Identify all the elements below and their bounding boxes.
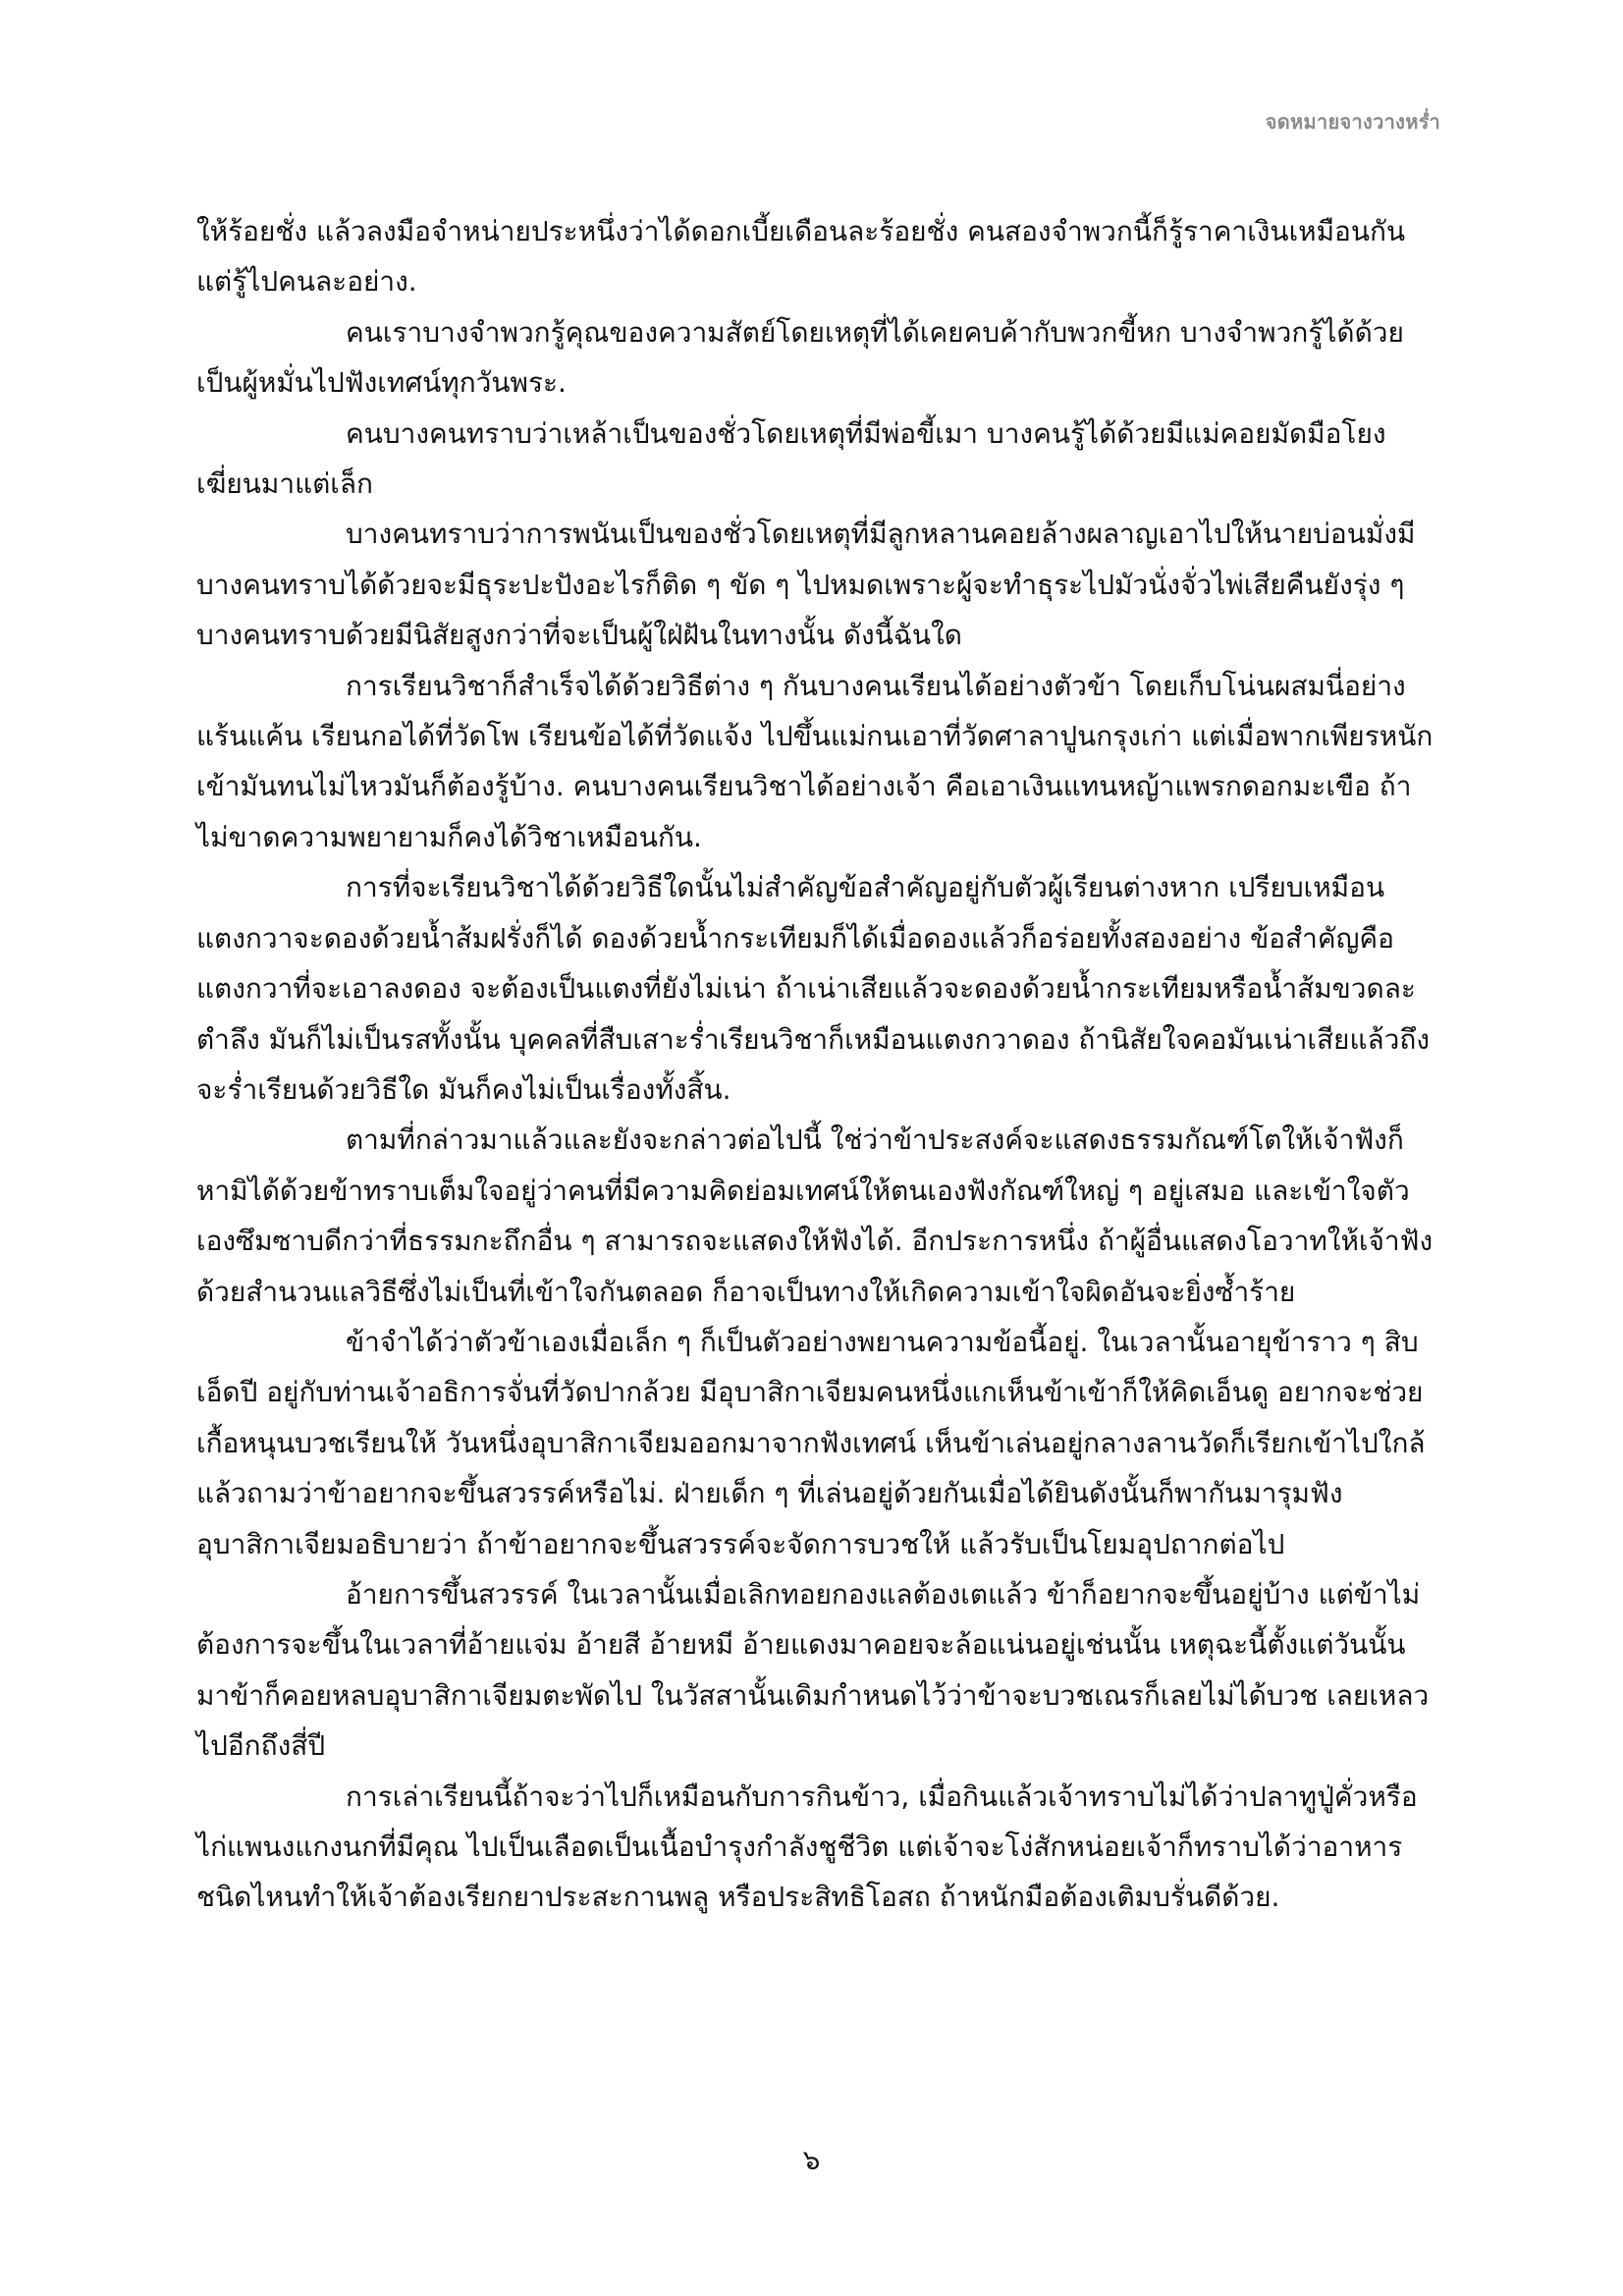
paragraph: ตามที่กล่าวมาแล้วและยังจะกล่าวต่อไปนี้ ใช่ว่าข้าประสงค์จะแสดงธรรมกัณฑ์โตให้เจ้าฟังก็หามิได้ด้วยข้าทราบเต็มใจอยู่ว่าคนที่มีความคิดย่อมเทศน์ให้ตนเองฟังกัณฑ์ใหญ่ ๆ อยู่เสมอ และเข้าใจตัวเองซึมซาบดีกว่าที่ธรรมกะถึกอื่น ๆ สามารถจะแสดงให้ฟังได้. อีกประการหนึ่ง ถ้าผู้อื่นแสดงโอวาทให้เจ้าฟังด้วยสำนวนแลวิธีซึ่งไม่เป็นที่เข้าใจกันตลอด ก็อาจเป็นทางให้เกิดความเข้าใจผิดอันจะยิ่งซ้ำร้าย bbox=[196, 1123, 1434, 1308]
running-header: จดหมายจางวางหร่ำ bbox=[1265, 110, 1440, 134]
paragraph: ให้ร้อยชั่ง แล้วลงมือจำหน่ายประหนึ่งว่าได้ดอกเบี้ยเดือนละร้อยชั่ง คนสองจำพวกนี้ก็รู้ราคาเงินเหมือนกันแต่รู้ไปคนละอย่าง. bbox=[196, 215, 1406, 299]
paragraph: บางคนทราบว่าการพนันเป็นของชั่วโดยเหตุที่มีลูกหลานคอยล้างผลาญเอาไปให้นายบ่อนมั่งมี บางคนทราบได้ด้วยจะมีธุระปะปังอะไรก็ติด ๆ ขัด ๆ ไปหมดเพราะผู้จะทำธุระไปมัวนั่งจั่วไพ่เสียคืนยังรุ่ง ๆ บางคนทราบด้วยมีนิสัยสูงกว่าที่จะเป็นผู้ใฝ่ฝันในทางนั้น ดังนี้ฉันใด bbox=[196, 518, 1416, 652]
paragraph: ข้าจำได้ว่าตัวข้าเองเมื่อเล็ก ๆ ก็เป็นตัวอย่างพยานความข้อนี้อยู่. ในเวลานั้นอายุข้าราว ๆ สิบเอ็ดปี อยู่กับท่านเจ้าอธิการจั่นที่วัดปากล้วย มีอุบาสิกาเจียมคนหนึ่งแกเห็นข้าเข้าก็ให้คิดเอ็นดู อยากจะช่วยเกื้อหนุนบวชเรียนให้ วันหนึ่งอุบาสิกาเจียมออกมาจากฟังเทศน์ เห็นข้าเล่นอยู่กลางลานวัดก็เรียกเข้าไปใกล้แล้วถามว่าข้าอยากจะขึ้นสวรรค์หรือไม่. ฝ่ายเด็ก ๆ ที่เล่นอยู่ด้วยกันเมื่อได้ยินดังนั้นก็พากันมารุมฟังอุบาสิกาเจียมอธิบายว่า ถ้าข้าอยากจะขึ้นสวรรค์จะจัดการบวชให้ แล้วรับเป็นโยมอุปถากต่อไป bbox=[196, 1325, 1426, 1560]
paragraph: คนเราบางจำพวกรู้คุณของความสัตย์โดยเหตุที่ได้เคยคบค้ากับพวกขี้หก บางจำพวกรู้ได้ด้วยเป็นผู้หมั่นไปฟังเทศน์ทุกวันพระ. bbox=[196, 315, 1404, 400]
paragraph: การที่จะเรียนวิชาได้ด้วยวิธีใดนั้นไม่สำคัญข้อสำคัญอยู่กับตัวผู้เรียนต่างหาก เปรียบเหมือนแตงกวาจะดองด้วยน้ำส้มฝรั่งก็ได้ ดองด้วยน้ำกระเทียมก็ได้เมื่อดองแล้วก็อร่อยทั้งสองอย่าง ข้อสำคัญคือแตงกวาที่จะเอาลงดอง จะต้องเป็นแตงที่ยังไม่เน่า ถ้าเน่าเสียแล้วจะดองด้วยน้ำกระเทียมหรือน้ำส้มขวดละตำลึง มันก็ไม่เป็นรสทั้งนั้น บุคคลที่สืบเสาะร่ำเรียนวิชาก็เหมือนแตงกวาดอง ถ้านิสัยใจคอมันเน่าเสียแล้วถึงจะร่ำเรียนด้วยวิธีใด มันก็คงไม่เป็นเรื่องทั้งสิ้น. bbox=[196, 871, 1431, 1106]
paragraph: การเรียนวิชาก็สำเร็จได้ด้วยวิธีต่าง ๆ กันบางคนเรียนได้อย่างตัวข้า โดยเก็บโน่นผสมนี่อย่างแร้นแค้น เรียนกอได้ที่วัดโพ เรียนข้อได้ที่วัดแจ้ง ไปขึ้นแม่กนเอาที่วัดศาลาปูนกรุงเก่า แต่เมื่อพากเพียรหนักเข้ามันทนไม่ไหวมันก็ต้องรู้บ้าง. คนบางคนเรียนวิชาได้อย่างเจ้า คือเอาเงินแทนหญ้าแพรกดอกมะเขือ ถ้าไม่ขาดความพยายามก็คงได้วิชาเหมือนกัน. bbox=[196, 669, 1434, 853]
body-text bbox=[196, 206, 1435, 1923]
paragraph: อ้ายการขึ้นสวรรค์ ในเวลานั้นเมื่อเลิกทอยกองแลต้องเตแล้ว ข้าก็อยากจะขึ้นอยู่บ้าง แต่ข้าไม่ต้องการจะขึ้นในเวลาที่อ้ายแจ่ม อ้ายสี อ้ายหมี อ้ายแดงมาคอยจะล้อแน่นอยู่เช่นนั้น เหตุฉะนี้ตั้งแต่วันนั้นมาข้าก็คอยหลบอุบาสิกาเจียมตะพัดไป ในวัสสานั้นเดิมกำหนดไว้ว่าข้าจะบวชเณรก็เลยไม่ได้บวช เลยเหลวไปอีกถึงสี่ปี bbox=[196, 1577, 1430, 1763]
page-number: ๖ bbox=[802, 2144, 821, 2176]
paragraph: การเล่าเรียนนี้ถ้าจะว่าไปก็เหมือนกับการกินข้าว, เมื่อกินแล้วเจ้าทราบไม่ได้ว่าปลาทูปู่คั่วหรือไก่แพนงแกงนกที่มีคุณ ไปเป็นเลือดเป็นเนื้อบำรุงกำลังชูชีวิต แต่เจ้าจะโง่สักหน่อยเจ้าก็ทราบได้ว่าอาหารชนิดไหนทำให้เจ้าต้องเรียกยาประสะกานพลู หรือประสิทธิโอสถ ถ้าหนักมือต้องเติมบรั่นดีด้วย. bbox=[196, 1779, 1418, 1914]
paragraph: คนบางคนทราบว่าเหล้าเป็นของชั่วโดยเหตุที่มีพ่อขี้เมา บางคนรู้ได้ด้วยมีแม่คอยมัดมือโยงเฆี่ยนมาแต่เล็ก bbox=[196, 416, 1386, 501]
